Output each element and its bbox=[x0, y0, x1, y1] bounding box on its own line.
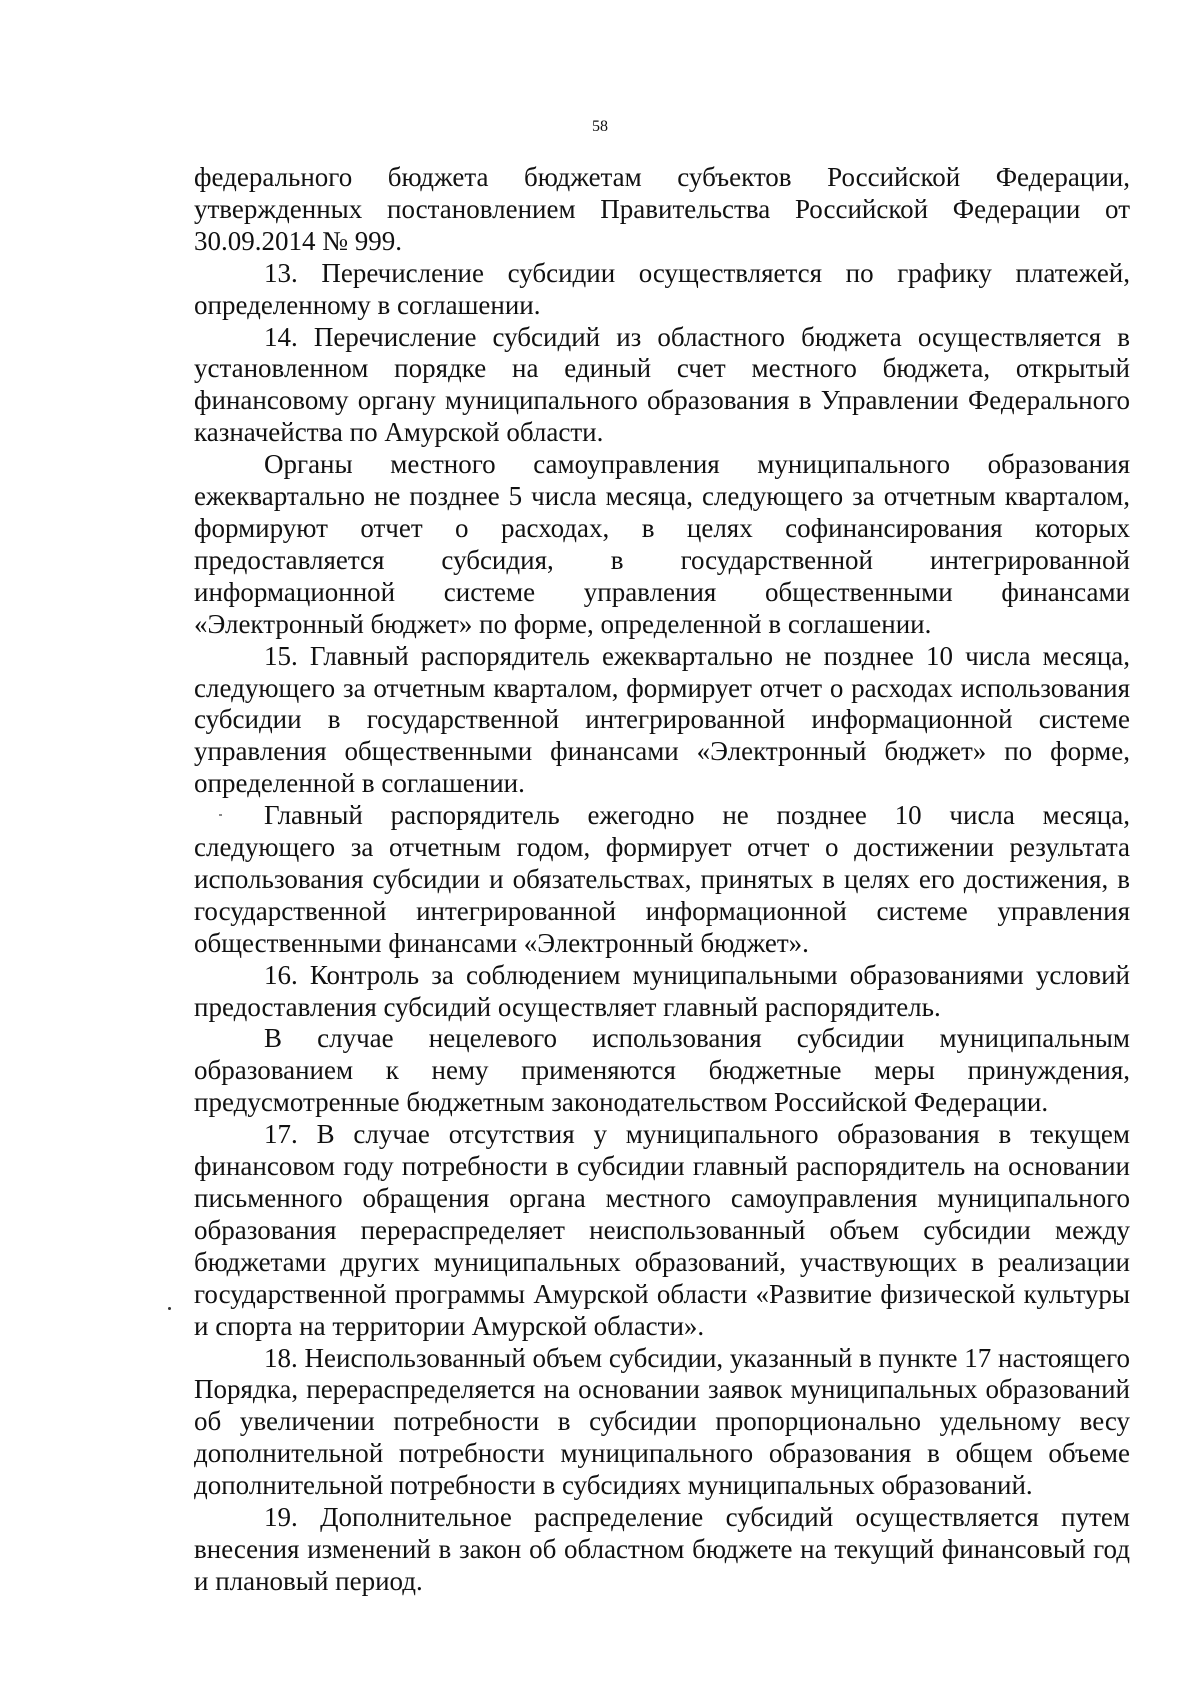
paragraph-18: 18. Неиспользованный объем субсидии, указанный в пункте 17 настоящего Порядка, перераспределяется на основании заявок муниципальных образований об увеличении потребности в субсидии пропорционально удельному весу дополнительной потребности муниципального образования в общем объеме дополнительной потребности в субсидиях муниципальных образований. bbox=[194, 1342, 1130, 1501]
scan-dot bbox=[168, 1307, 171, 1310]
paragraph-16-misuse: В случае нецелевого использования субсидии муниципальным образованием к нему применяются бюджетные меры принуждения, предусмотренные бюджетным законодательством Российской Федерации. bbox=[194, 1023, 1130, 1118]
paragraph-14-local-reporting: Органы местного самоуправления муниципального образования ежеквартально не позднее 5 числа месяца, следующего за отчетным кварталом, формируют отчет о расходах, в целях софинансирования которых предоставляется субсидия, в государственной интегрированной информационной системе управления общественными финансами «Электронный бюджет» по форме, определенной в соглашении. bbox=[194, 449, 1130, 639]
paragraph-19: 19. Дополнительное распределение субсидий осуществляется путем внесения изменений в закон об областном бюджете на текущий финансовый год и плановый период. bbox=[194, 1502, 1130, 1596]
page-number: 58 bbox=[592, 118, 608, 135]
paragraph-continuation: федерального бюджета бюджетам субъектов Российской Федерации, утвержденных постановлением Правительства Российской Федерации от 30.09.2014 № 999. bbox=[194, 162, 1130, 256]
paragraph-16: 16. Контроль за соблюдением муниципальными образованиями условий предоставления субсидий осуществляет главный распорядитель. bbox=[194, 959, 1130, 1022]
paragraph-17: 17. В случае отсутствия у муниципального образования в текущем финансовом году потребности в субсидии главный распорядитель на основании письменного обращения органа местного самоуправления муниципального образования перераспределяет неиспользованный объем субсидии между бюджетами других муниципальных образований, участвующих в реализации государственной программы Амурской области «Развитие физической культуры и спорта на территории Амурской области». bbox=[194, 1119, 1130, 1341]
document-body bbox=[194, 162, 1130, 1598]
paragraph-15: 15. Главный распорядитель ежеквартально не позднее 10 числа месяца, следующего за отчетным кварталом, формирует отчет о расходах использования субсидии в государственной интегрированной информационной системе управления общественными финансами «Электронный бюджет» по форме, определенной в соглашении. bbox=[194, 640, 1130, 799]
paragraph-13: 13. Перечисление субсидии осуществляется по графику платежей, определенному в соглашении. bbox=[194, 257, 1130, 320]
paragraph-14: 14. Перечисление субсидий из областного бюджета осуществляется в установленном порядке на единый счет местного бюджета, открытый финансовому органу муниципального образования в Управлении Федерального казначейства по Амурской области. bbox=[194, 321, 1130, 448]
scan-artifact bbox=[219, 814, 222, 816]
paragraph-15-annual-reporting: Главный распорядитель ежегодно не позднее 10 числа месяца, следующего за отчетным годом, формирует отчет о достижении результата использования субсидии и обязательствах, принятых в целях его достижения, в государственной интегрированной информационной системе управления общественными финансами «Электронный бюджет». bbox=[194, 800, 1130, 958]
